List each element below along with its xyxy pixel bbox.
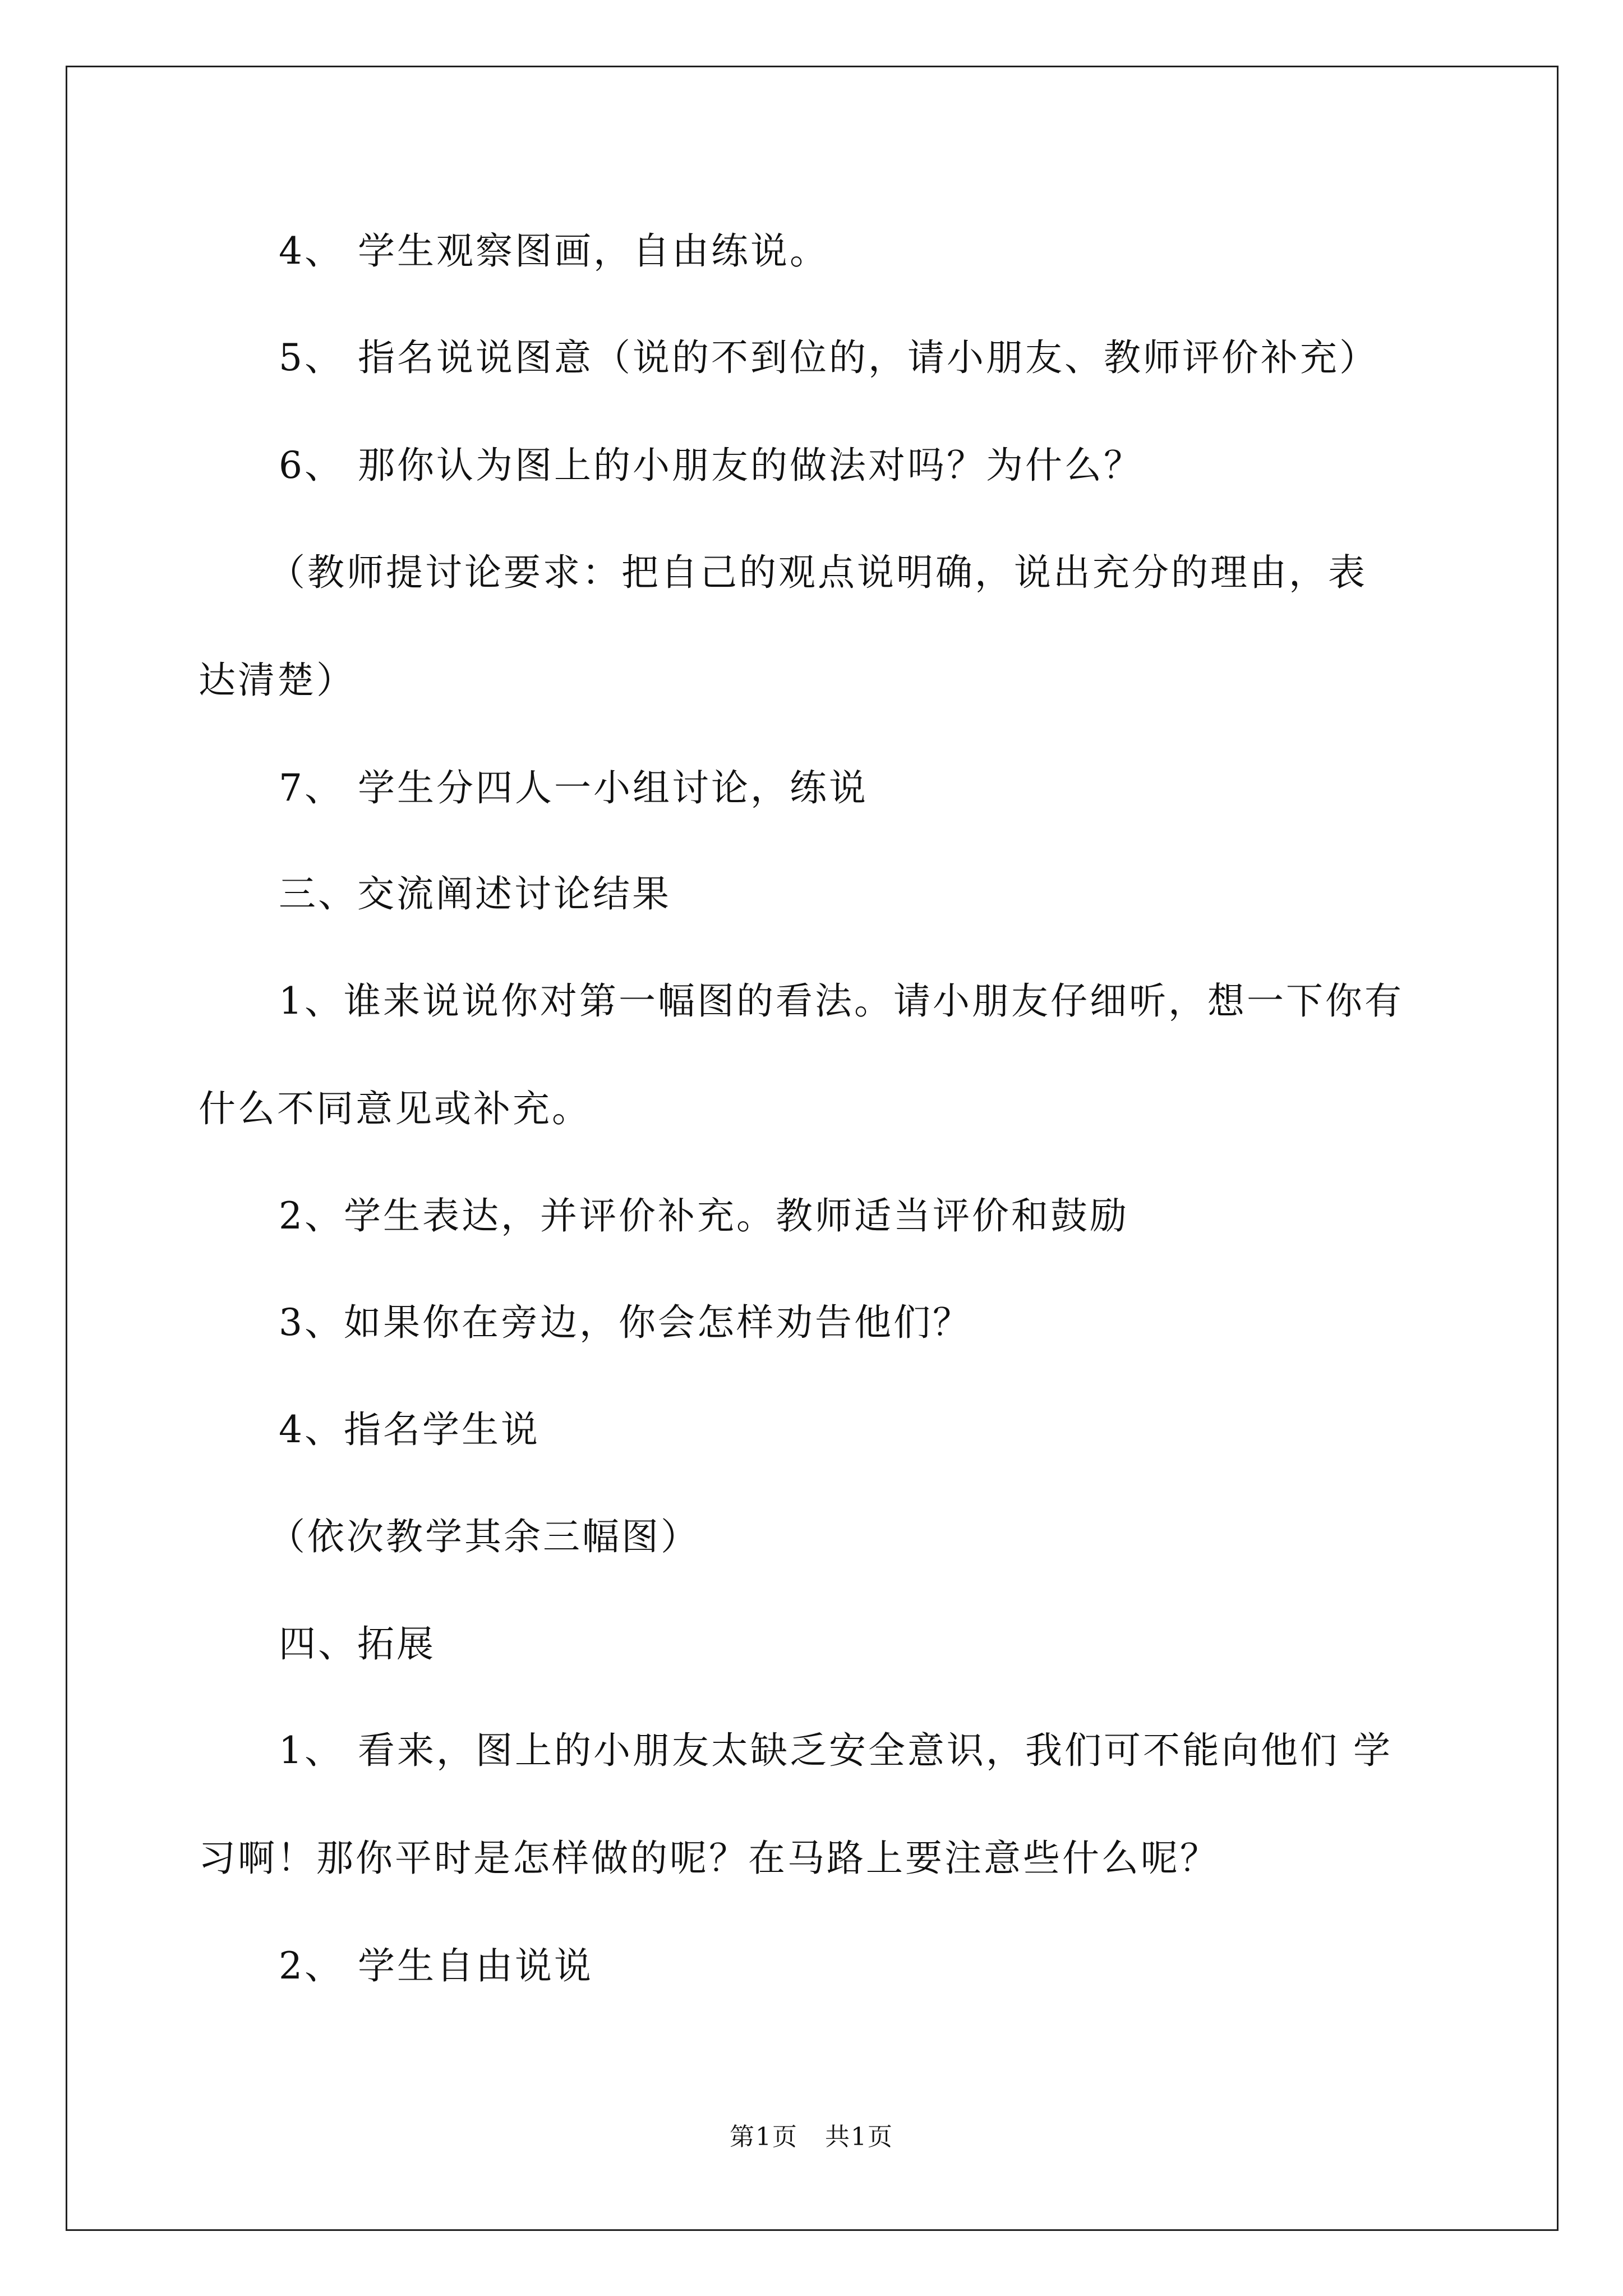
paragraph-teacher-requirement: （教师提讨论要求：把自己的观点说明确，说出充分的理由，表 <box>268 551 1367 594</box>
section-heading-4: 四、拓展 <box>279 1622 436 1665</box>
paragraph-step-6: 6、 那你认为图上的小朋友的做法对吗？为什么？ <box>279 444 1143 487</box>
paragraph-exchange-4: 4、指名学生说 <box>279 1408 540 1451</box>
section-heading-3: 三、交流阐述讨论结果 <box>279 872 671 915</box>
paragraph-exchange-3: 3、如果你在旁边，你会怎样劝告他们？ <box>279 1301 972 1344</box>
paragraph-exchange-1-cont: 什么不同意见或补充。 <box>199 1087 591 1130</box>
paragraph-extend-1: 1、 看来，图上的小朋友太缺乏安全意识，我们可不能向他们 学 <box>279 1729 1393 1772</box>
paragraph-extend-2: 2、 学生自由说说 <box>279 1944 593 1987</box>
paragraph-step-7: 7、 学生分四人一小组讨论，练说 <box>279 766 868 809</box>
paragraph-extend-1-cont: 习啊！那你平时是怎样做的呢？在马路上要注意些什么呢？ <box>199 1837 1219 1880</box>
page-frame <box>66 66 1559 2231</box>
page-footer: 第1页 共1页 <box>730 2123 893 2151</box>
paragraph-exchange-2: 2、学生表达，并评价补充。教师适当评价和鼓励 <box>279 1194 1129 1237</box>
paragraph-remaining-images: （依次教学其余三幅图） <box>268 1515 700 1558</box>
paragraph-exchange-1: 1、谁来说说你对第一幅图的看法。请小朋友仔细听，想一下你有 <box>279 979 1404 1023</box>
paragraph-step-5: 5、 指名说说图意（说的不到位的，请小朋友、教师评价补充） <box>279 336 1378 379</box>
paragraph-teacher-requirement-cont: 达清楚） <box>199 659 356 702</box>
paragraph-step-4: 4、 学生观察图画，自由练说。 <box>279 229 829 273</box>
